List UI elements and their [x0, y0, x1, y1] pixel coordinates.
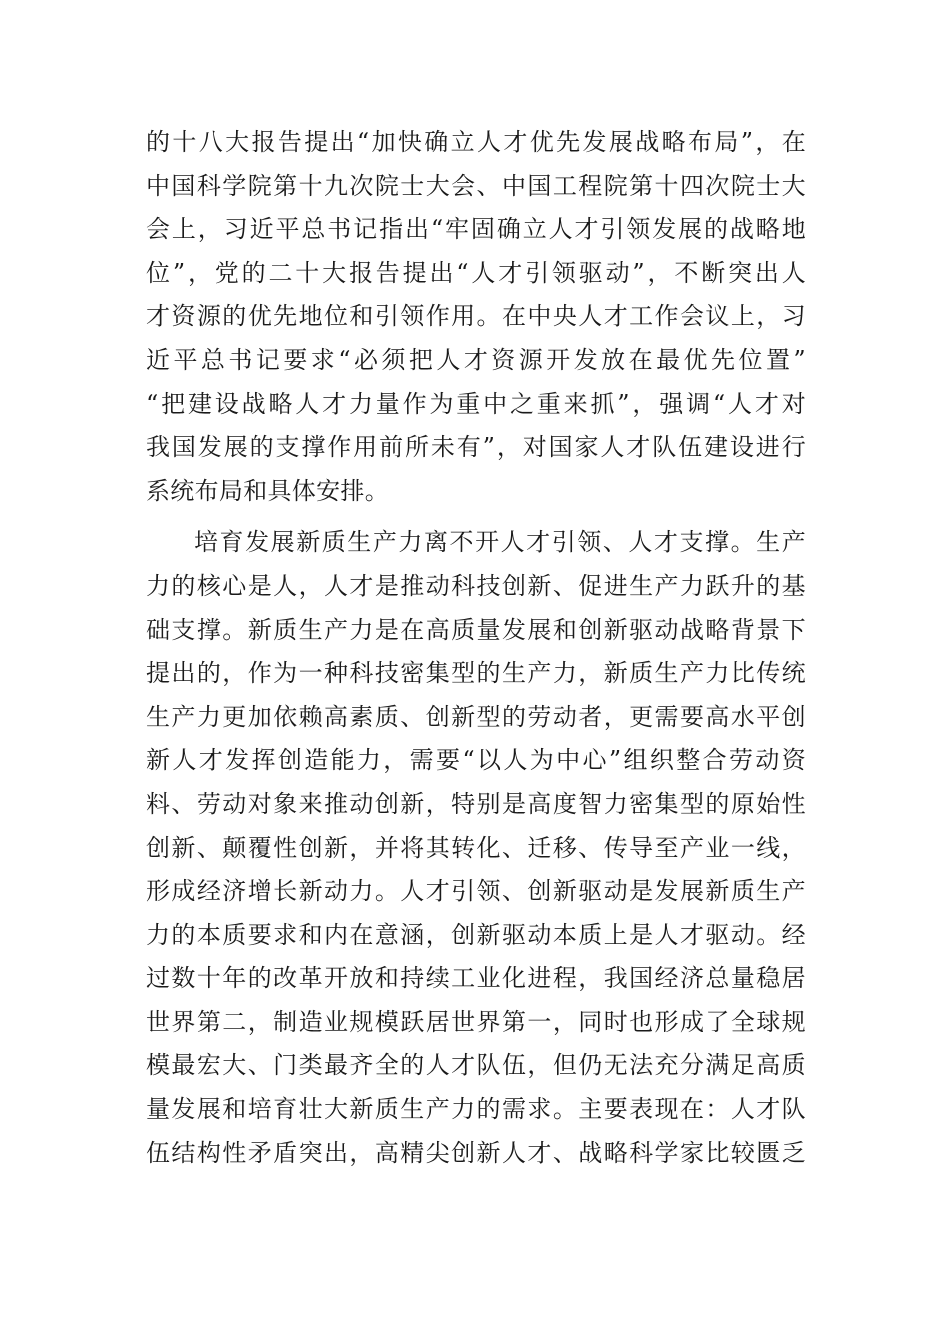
text-line: 生产力更加依赖高素质、创新型的劳动者，更需要高水平创	[146, 702, 806, 731]
text-line: 世界第二，制造业规模跃居世界第一，同时也形成了全球规	[146, 1007, 806, 1036]
text-line: 近平总书记要求“必须把人才资源开发放在最优先位置”	[146, 345, 806, 374]
text-line: 伍结构性矛盾突出，高精尖创新人才、战略科学家比较匮乏	[146, 1138, 806, 1167]
text-line: 形成经济增长新动力。人才引领、创新驱动是发展新质生产	[146, 877, 806, 906]
text-line: 提出的，作为一种科技密集型的生产力，新质生产力比传统	[146, 659, 806, 688]
text-line: 我国发展的支撑作用前所未有”，对国家人才队伍建设进行	[146, 433, 806, 462]
text-line: 新人才发挥创造能力，需要“以人为中心”组织整合劳动资	[146, 746, 806, 775]
text-line: 才资源的优先地位和引领作用。在中央人才工作会议上，习	[146, 302, 806, 331]
text-line: 的十八大报告提出“加快确立人才优先发展战略布局”，在	[146, 128, 806, 156]
paragraph-1	[146, 121, 806, 513]
text-line: “把建设战略人才力量作为重中之重来抓”，强调“人才对	[146, 389, 806, 418]
text-line: 会上，习近平总书记指出“牢固确立人才引领发展的战略地	[146, 215, 806, 244]
paragraph-spacer	[146, 513, 806, 521]
paragraph-2	[146, 521, 806, 1175]
text-line: 系统布局和具体安排。	[146, 476, 389, 505]
text-line: 量发展和培育壮大新质生产力的需求。主要表现在：人才队	[146, 1095, 806, 1124]
text-line: 力的本质要求和内在意涵，创新驱动本质上是人才驱动。经	[146, 920, 806, 949]
text-line: 培育发展新质生产力离不开人才引领、人才支撑。生产	[194, 528, 806, 557]
text-line: 模最宏大、门类最齐全的人才队伍，但仍无法充分满足高质	[146, 1051, 806, 1080]
text-line: 过数十年的改革开放和持续工业化进程，我国经济总量稳居	[146, 964, 806, 993]
text-line: 础支撑。新质生产力是在高质量发展和创新驱动战略背景下	[146, 615, 806, 644]
text-line: 位”，党的二十大报告提出“人才引领驱动”，不断突出人	[146, 258, 806, 287]
text-line: 中国科学院第十九次院士大会、中国工程院第十四次院士大	[146, 171, 806, 200]
body-text	[146, 121, 806, 1175]
text-line: 创新、颠覆性创新，并将其转化、迁移、传导至产业一线，	[146, 833, 806, 862]
text-line: 力的核心是人，人才是推动科技创新、促进生产力跃升的基	[146, 571, 806, 600]
text-line: 料、劳动对象来推动创新，特别是高度智力密集型的原始性	[146, 789, 806, 818]
